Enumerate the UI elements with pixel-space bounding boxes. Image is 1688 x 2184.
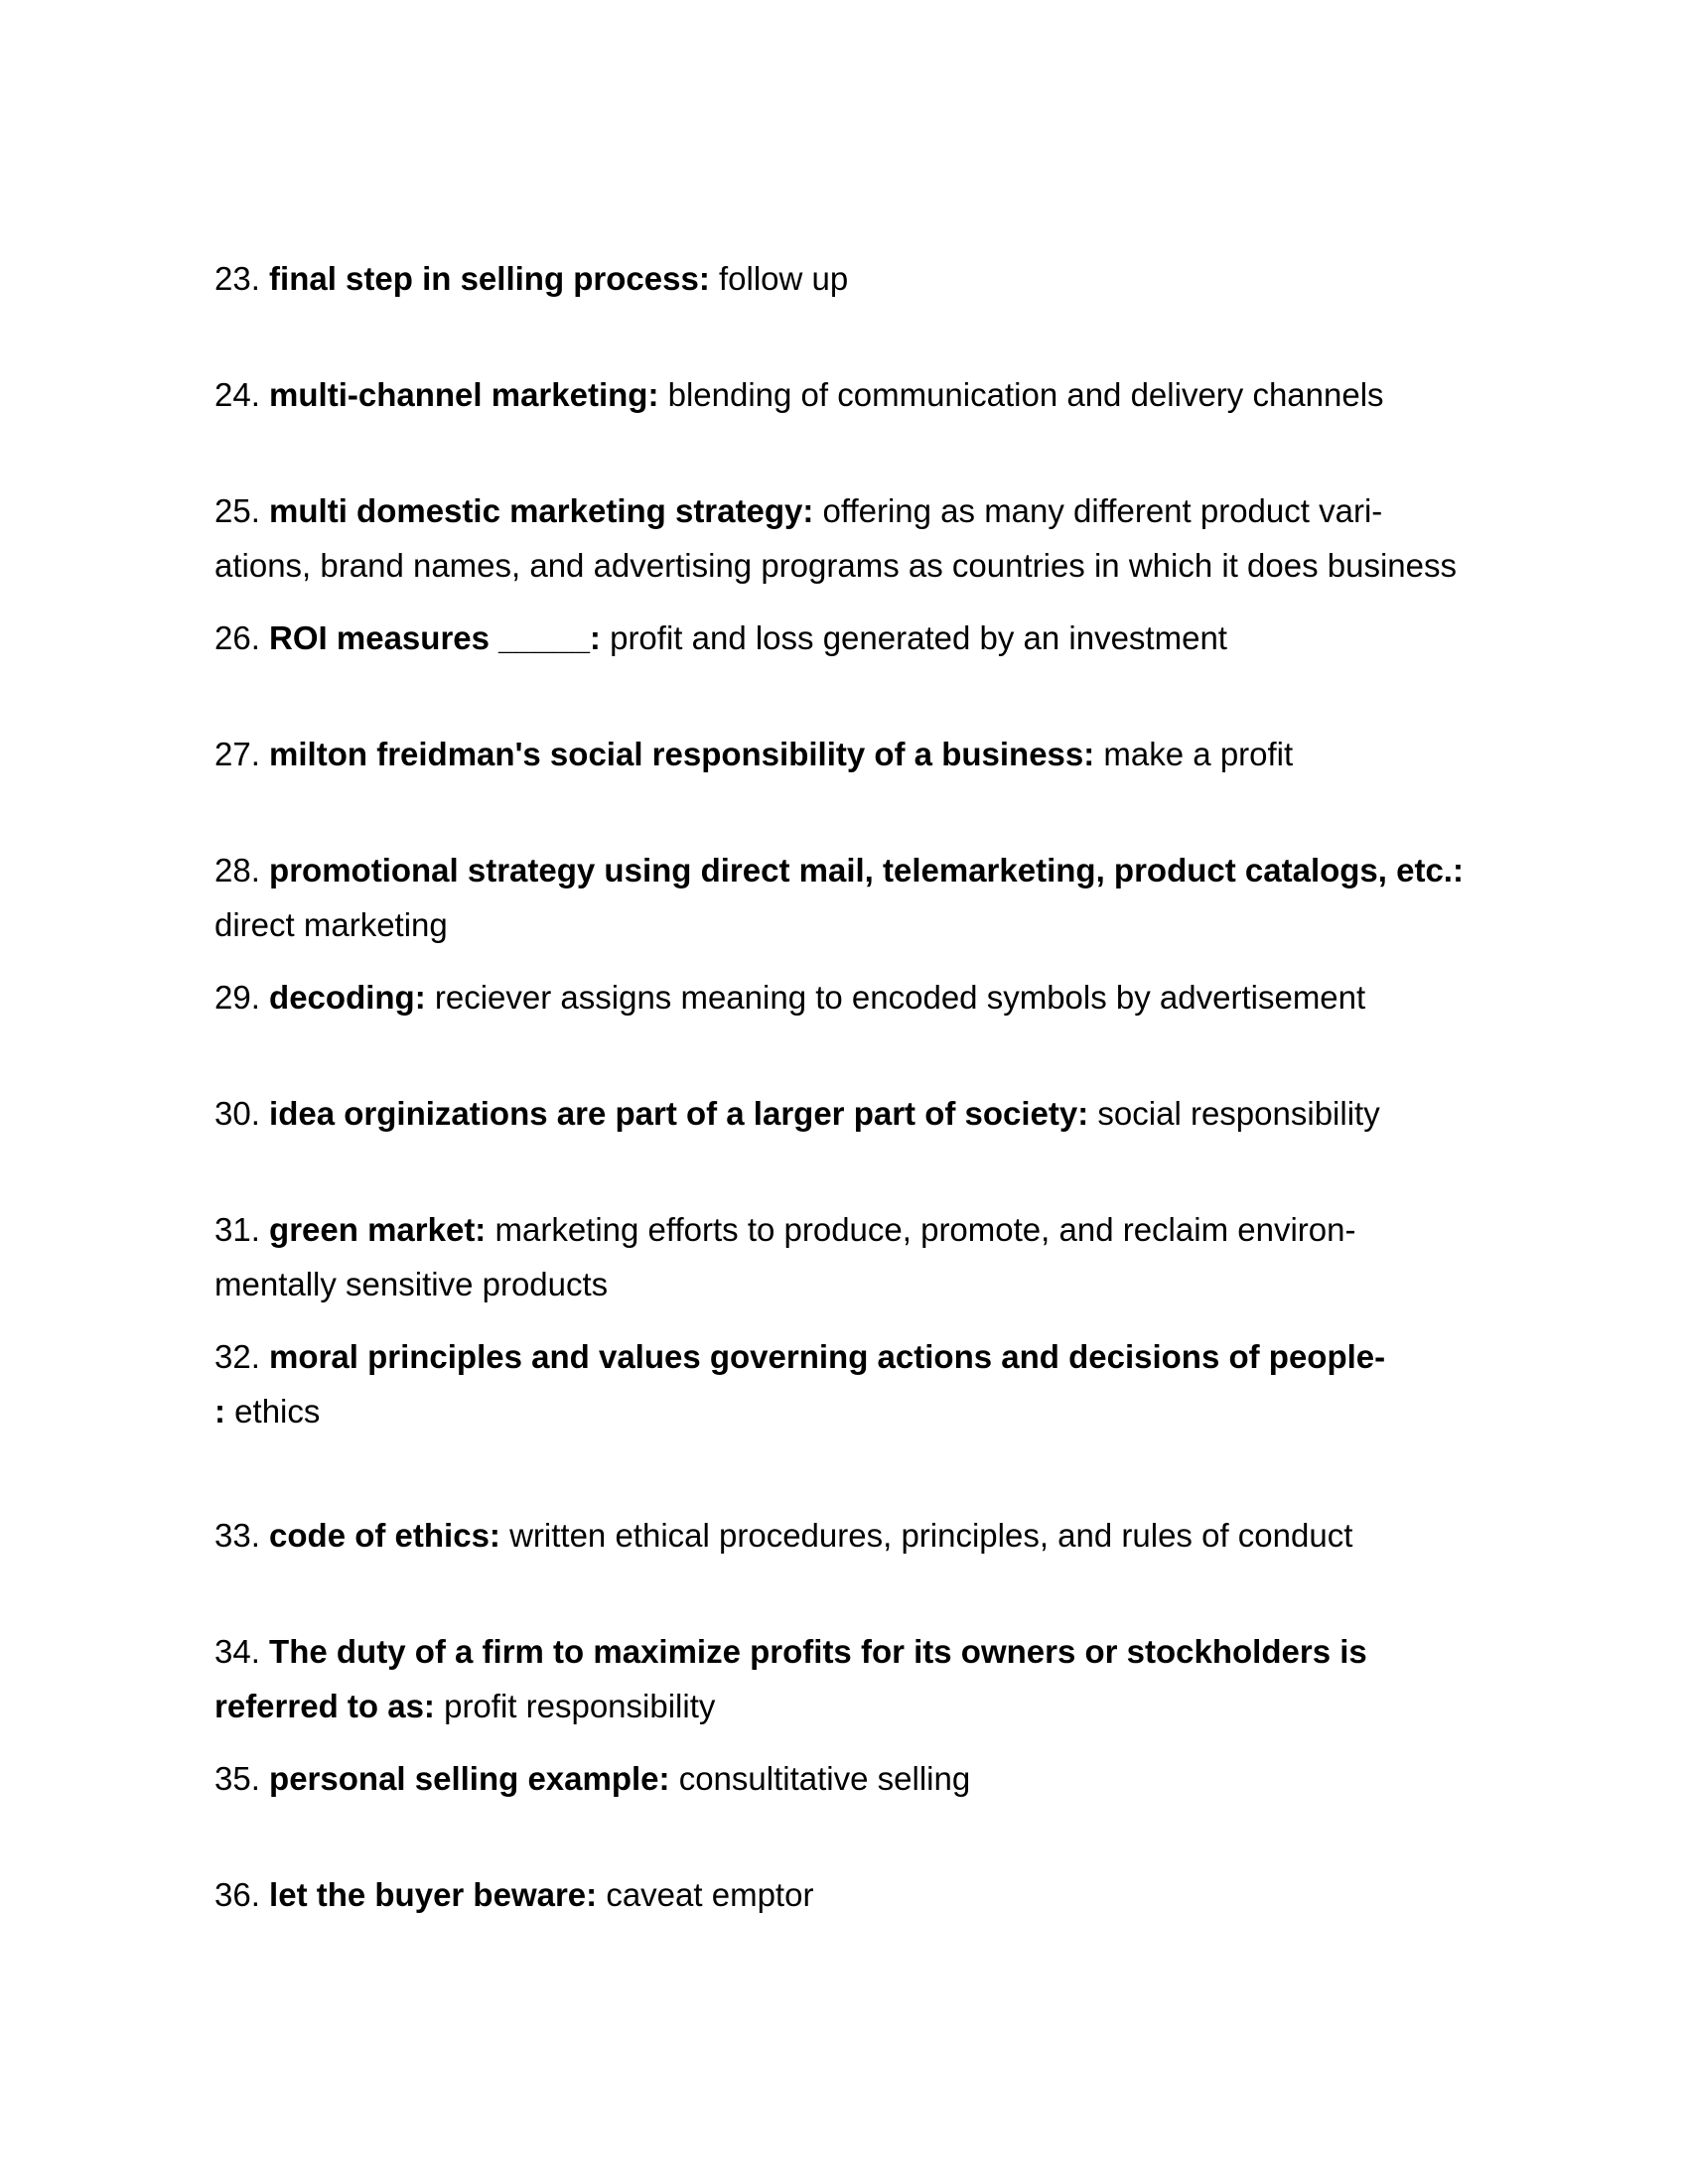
term-text: decoding: [269,979,426,1016]
term-text: personal selling example: [269,1760,670,1797]
definition-item [214,1086,1648,1141]
definition-line [214,538,1648,593]
item-number: 25. [214,492,270,529]
definition-text: consultitative selling [669,1760,971,1797]
definition-text: profit and loss generated by an investment [600,619,1227,656]
definition-line [214,1751,1648,1806]
item-number: 36. [214,1876,270,1913]
definition-item [214,1202,1648,1311]
definition-line [214,1508,1648,1563]
definition-line [214,1202,1648,1257]
definition-item [214,970,1648,1024]
item-number: 32. [214,1338,270,1375]
definition-text: marketing efforts to produce, promote, and reclaim environ- [486,1211,1356,1248]
definition-item [214,1329,1648,1438]
definition-text: ethics [225,1393,321,1430]
definition-item [214,483,1648,593]
definition-text: ations, brand names, and advertising programs as countries in which it does business [214,547,1458,584]
item-number: 28. [214,852,270,888]
definition-line [214,1329,1648,1384]
definition-text: caveat emptor [597,1876,814,1913]
definition-text: offering as many different product vari- [813,492,1383,529]
item-number: 27. [214,736,270,772]
definition-line [214,970,1648,1024]
term-text: idea orginizations are part of a larger part of society: [269,1095,1089,1132]
definition-line [214,483,1648,538]
item-number: 35. [214,1760,270,1797]
definition-item [214,1508,1648,1563]
definition-list [214,251,1648,1922]
definition-text: follow up [709,260,849,297]
definition-item [214,1867,1648,1922]
term-text: green market: [269,1211,487,1248]
definition-text: blending of communication and delivery channels [658,376,1384,413]
definition-item [214,1624,1648,1733]
term-text: code of ethics: [269,1517,500,1554]
definition-line [214,1384,1648,1438]
item-number: 24. [214,376,270,413]
term-text: final step in selling process: [269,260,710,297]
definition-line [214,611,1648,665]
term-text: moral principles and values governing actions and decisions of people- [269,1338,1386,1375]
definition-text: social responsibility [1088,1095,1380,1132]
definition-line [214,1867,1648,1922]
term-text: multi domestic marketing strategy: [269,492,814,529]
definition-line [214,1679,1648,1733]
term-text: referred to as: [214,1688,435,1724]
definition-line [214,843,1648,897]
definition-item [214,367,1648,422]
item-number: 30. [214,1095,270,1132]
item-number: 23. [214,260,270,297]
item-number: 26. [214,619,270,656]
definition-line [214,1257,1648,1311]
definition-text: profit responsibility [434,1688,716,1724]
definition-text: reciever assigns meaning to encoded symbols by advertisement [425,979,1366,1016]
definition-line [214,1624,1648,1679]
definition-line [214,1086,1648,1141]
definition-line [214,367,1648,422]
definition-line [214,251,1648,306]
term-text: The duty of a firm to maximize profits for its owners or stockholders is [269,1633,1367,1670]
term-text: multi-channel marketing: [269,376,659,413]
definition-text: written ethical procedures, principles, and rules of conduct [499,1517,1353,1554]
definition-item [214,251,1648,306]
definition-line [214,727,1648,781]
definition-text: mentally sensitive products [214,1266,609,1302]
definition-text: make a profit [1094,736,1294,772]
term-text: promotional strategy using direct mail, telemarketing, product catalogs, etc.: [269,852,1464,888]
definition-item [214,843,1648,952]
item-number: 29. [214,979,270,1016]
term-text: milton freidman's social responsibility of a business: [269,736,1095,772]
definition-item [214,1751,1648,1806]
definition-line [214,897,1648,952]
item-number: 31. [214,1211,270,1248]
definition-item [214,727,1648,781]
item-number: 34. [214,1633,270,1670]
definition-text: direct marketing [214,906,448,943]
term-text: : [214,1393,225,1430]
term-text: let the buyer beware: [269,1876,598,1913]
definition-item [214,611,1648,665]
term-text: ROI measures _____: [269,619,601,656]
item-number: 33. [214,1517,270,1554]
